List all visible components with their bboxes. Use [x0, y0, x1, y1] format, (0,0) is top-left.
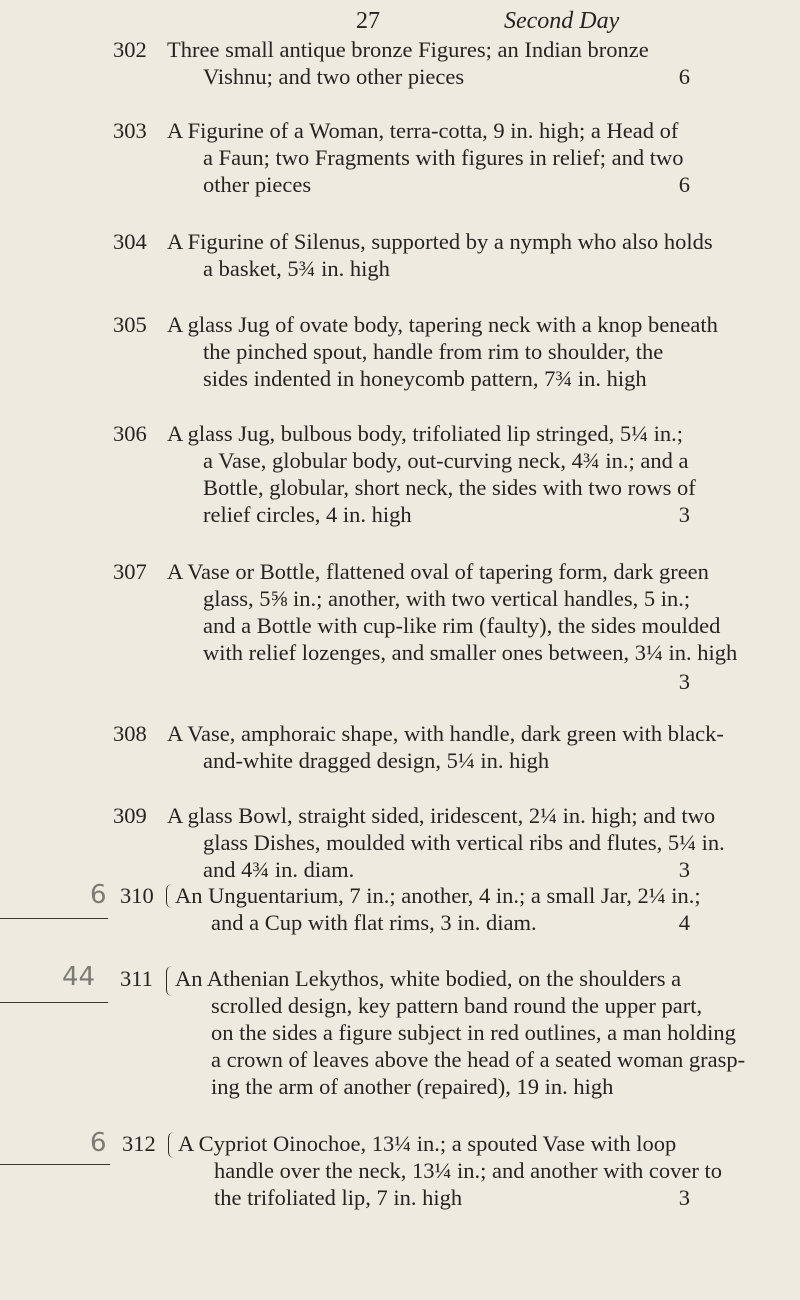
lot-number: 312	[122, 1131, 156, 1156]
lot-description	[175, 965, 746, 1100]
lot-line: and 4¾ in. diam.	[203, 857, 355, 882]
lot-line: and-white dragged design, 5¼ in. high	[203, 748, 550, 773]
lot-number: 303	[113, 118, 147, 143]
lot-description	[167, 420, 696, 528]
lot-description	[167, 802, 725, 883]
lot-line: A Figurine of a Woman, terra-cotta, 9 in. high; a Head of	[167, 118, 679, 143]
lot-line: the trifoliated lip, 7 in. high	[214, 1185, 463, 1210]
lot-price: 6	[678, 172, 690, 197]
lot-line: A glass Jug of ovate body, tapering neck with a knop beneath	[167, 312, 718, 337]
lot-description	[167, 311, 718, 392]
lot-number: 305	[113, 312, 147, 337]
handwritten-margin-price: 6	[90, 1128, 107, 1158]
handwritten-underline	[0, 1002, 108, 1003]
lot-description	[167, 36, 692, 90]
lot-line: An Unguentarium, 7 in.; another, 4 in.; a small Jar, 2¼ in.;	[175, 883, 701, 908]
lot-line: scrolled design, key pattern band round the upper part,	[211, 993, 703, 1018]
lot-line: ing the arm of another (repaired), 19 in. high	[211, 1074, 614, 1099]
lot-line: A Cypriot Oinochoe, 13¼ in.; a spouted Vase with loop	[178, 1131, 677, 1156]
lot-description	[175, 882, 701, 936]
lot-line: Bottle, globular, short neck, the sides with two rows of	[203, 475, 696, 500]
lot-number: 302	[113, 37, 147, 62]
lot-line: relief circles, 4 in. high	[203, 502, 412, 527]
handwritten-margin-price: 44	[62, 962, 96, 992]
lot-line: Vishnu; and two other pieces	[203, 64, 465, 89]
lot-price: 3	[678, 857, 690, 882]
running-head: Second Day	[504, 8, 620, 34]
handwritten-bracket	[166, 884, 177, 908]
lot-number: 310	[120, 883, 154, 908]
lot-line: sides indented in honeycomb pattern, 7¾ in. high	[203, 366, 647, 391]
lot-price: 3	[678, 502, 690, 527]
lot-line: on the sides a figure subject in red outlines, a man holding	[211, 1020, 736, 1045]
lot-number: 307	[113, 559, 147, 584]
lot-number: 306	[113, 421, 147, 446]
lot-line: A glass Bowl, straight sided, iridescent, 2¼ in. high; and two	[167, 803, 716, 828]
lot-line: and a Cup with flat rims, 3 in. diam.	[211, 910, 537, 935]
lot-number: 311	[120, 966, 153, 991]
lot-price: 3	[678, 669, 690, 694]
handwritten-bracket	[166, 966, 177, 996]
lot-description	[167, 558, 738, 666]
lot-line: a crown of leaves above the head of a seated woman grasp-	[211, 1047, 746, 1072]
lot-line: and a Bottle with cup-like rim (faulty), the sides moulded	[203, 613, 721, 638]
lot-line: with relief lozenges, and smaller ones between, 3¼ in. high	[203, 640, 738, 665]
handwritten-underline	[0, 918, 108, 919]
handwritten-bracket	[168, 1132, 179, 1158]
handwritten-underline	[0, 1164, 110, 1165]
handwritten-margin-price: 6	[90, 880, 107, 910]
page-header	[0, 8, 800, 38]
lot-number: 304	[113, 229, 147, 254]
lot-description	[167, 228, 713, 282]
lot-number: 308	[113, 721, 147, 746]
lot-line: An Athenian Lekythos, white bodied, on the shoulders a	[175, 966, 682, 991]
lot-price: 3	[678, 1185, 690, 1210]
lot-line: A glass Jug, bulbous body, trifoliated lip stringed, 5¼ in.;	[167, 421, 684, 446]
lot-description	[167, 720, 724, 774]
lot-line: A Vase, amphoraic shape, with handle, dark green with black-	[167, 721, 724, 746]
lot-line: A Vase or Bottle, flattened oval of tapering form, dark green	[167, 559, 709, 584]
lot-line: the pinched spout, handle from rim to shoulder, the	[203, 339, 664, 364]
lot-price: 4	[678, 910, 690, 935]
lot-line: handle over the neck, 13¼ in.; and another with cover to	[214, 1158, 722, 1183]
lot-number: 309	[113, 803, 147, 828]
lot-description	[178, 1130, 722, 1211]
page-number: 27	[356, 8, 380, 34]
lot-line: a basket, 5¾ in. high	[203, 256, 390, 281]
lot-line: a Vase, globular body, out-curving neck, 4¾ in.; and a	[203, 448, 689, 473]
lot-line: other pieces	[203, 172, 312, 197]
lot-price: 6	[678, 64, 690, 89]
lot-description	[167, 117, 692, 198]
lot-line: a Faun; two Fragments with figures in relief; and two	[203, 145, 684, 170]
lot-line: glass, 5⅝ in.; another, with two vertical handles, 5 in.;	[203, 586, 691, 611]
lot-line: glass Dishes, moulded with vertical ribs and flutes, 5¼ in.	[203, 830, 725, 855]
lot-line: Three small antique bronze Figures; an Indian bronze	[167, 37, 649, 62]
lot-line: A Figurine of Silenus, supported by a nymph who also holds	[167, 229, 713, 254]
